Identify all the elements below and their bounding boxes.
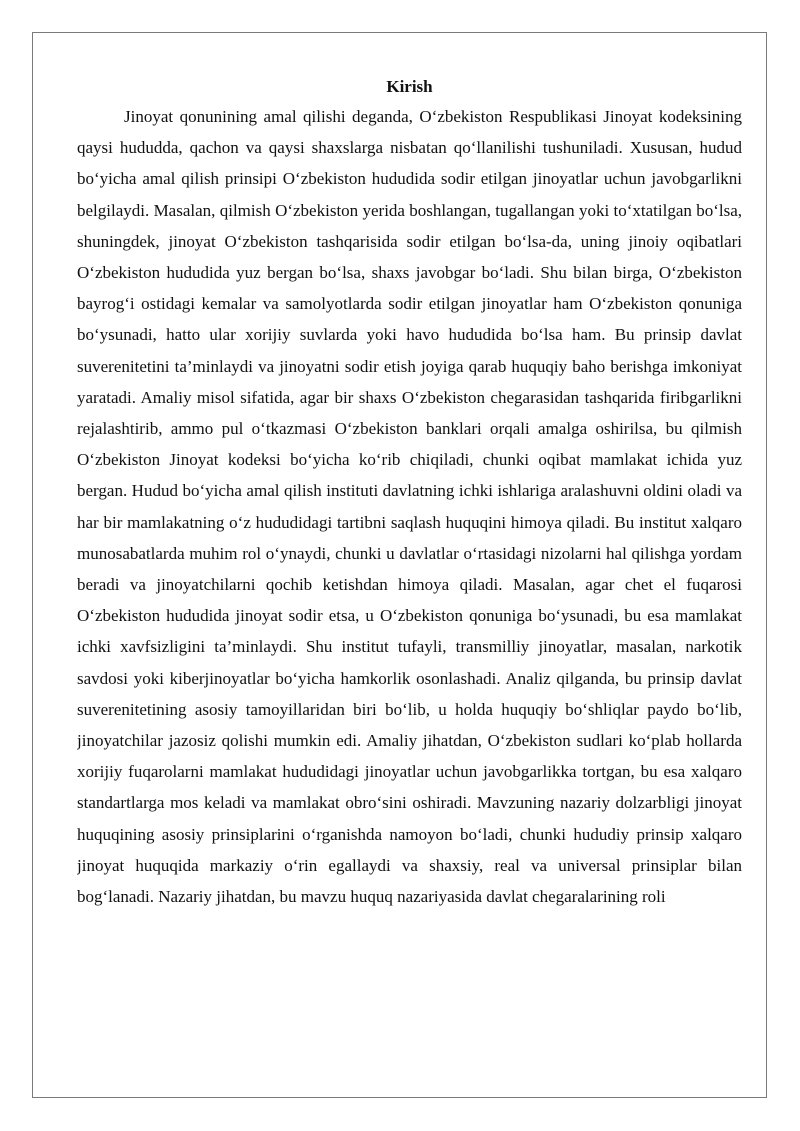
document-content — [77, 73, 742, 1036]
document-title: Kirish — [386, 77, 433, 96]
body-paragraph: Jinoyat qonunining amal qilishi deganda, O‘zbekiston Respublikasi Jinoyat kodeksining qaysi hududda, qachon va qaysi shaxslarga nisbatan qo‘llanilishi tushuniladi. Xususan, hudud bo‘yicha amal qilish prinsipi O‘zbekiston hududida sodir etilgan jinoyatlar uchun javobgarlikni belgilaydi. Masalan, qilmish O‘zbekiston yerida boshlangan, tugallangan yoki to‘xtatilgan bo‘lsa, shuningdek, jinoyat O‘zbekiston tashqarisida sodir etilgan bo‘lsa-da, uning jinoiy oqibatlari O‘zbekiston hududida yuz bergan bo‘lsa, shaxs javobgar bo‘ladi. Shu bilan birga, O‘zbekiston bayrog‘i ostidagi kemalar va samolyotlarda sodir etilgan jinoyatlar ham O‘zbekiston qonuniga bo‘ysunadi, hatto ular xorijiy suvlarda yoki havo hududida bo‘lsa ham. Bu prinsip davlat suverenitetini ta’minlaydi va jinoyatni sodir etish joyiga qarab huquqiy baho berishga imkoniyat yaratadi. Amaliy misol sifatida, agar bir shaxs O‘zbekiston chegarasidan tashqarida firibgarlikni rejalashtirib, ammo pul o‘tkazmasi O‘zbekiston banklari orqali amalga oshirilsa, bu qilmish O‘zbekiston Jinoyat kodeksi bo‘yicha ko‘rib chiqiladi, chunki oqibat mamlakat ichida yuz bergan. Hudud bo‘yicha amal qilish instituti davlatning ichki ishlariga aralashuvni oldini oladi va har bir mamlakatning o‘z hududidagi tartibni saqlash huquqini himoya qiladi. Bu institut xalqaro munosabatlarda muhim rol o‘ynaydi, chunki u davlatlar o‘rtasidagi nizolarni hal qilishga yordam beradi va jinoyatchilarni qochib ketishdan himoya qiladi. Masalan, agar chet el fuqarosi O‘zbekiston hududida jinoyat sodir etsa, u O‘zbekiston qonuniga bo‘ysunadi, bu esa mamlakat ichki xavfsizligini ta’minlaydi. Shu institut tufayli, transmilliy jinoyatlar, masalan, narkotik savdosi yoki kiberjinoyatlar bo‘yicha hamkorlik osonlashadi. Analiz qilganda, bu prinsip davlat suverenitetining asosiy tamoyillaridan biri bo‘lib, u holda huquqiy bo‘shliqlar paydo bo‘lib, jinoyatchilar jazosiz qolishi mumkin edi. Amaliy jihatdan, O‘zbekiston sudlari ko‘plab hollarda xorijiy fuqarolarni mamlakat hududidagi jinoyatlar uchun javobgarlikka tortgan, bu esa xalqaro standartlarga mos keladi va mamlakat obro‘sini oshiradi. Mavzuning nazariy dolzarbligi jinoyat huquqining asosiy prinsiplarini o‘rganishda namoyon bo‘ladi, chunki hududiy prinsip xalqaro jinoyat huquqida markaziy o‘rin egallaydi va shaxsiy, real va universal prinsiplar bilan bog‘lanadi. Nazariy jihatdan, bu mavzu huquq nazariyasida davlat chegaralarining roli — [77, 107, 742, 907]
